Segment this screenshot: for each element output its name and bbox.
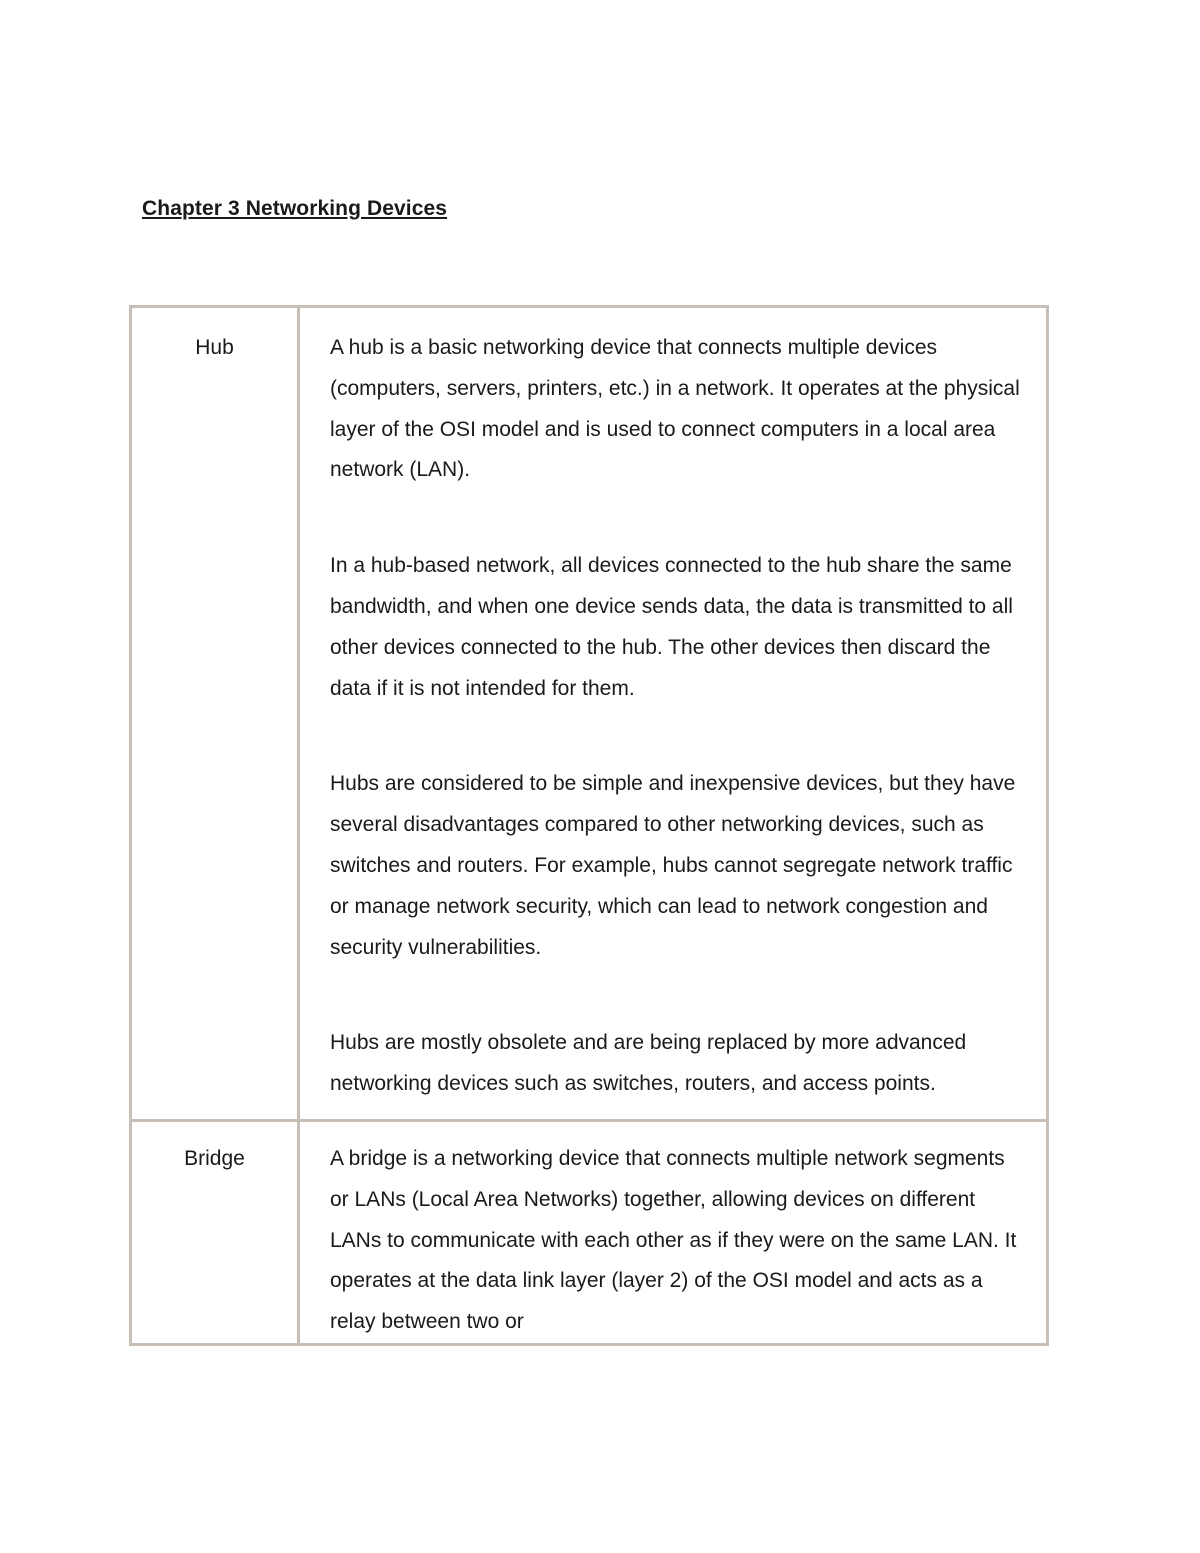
device-name-cell: Hub — [131, 307, 299, 1121]
description-paragraph: Hubs are mostly obsolete and are being replaced by more advanced networking devices such as switches, routers, and access points. — [330, 1031, 967, 1096]
networking-devices-table — [129, 305, 1049, 1346]
device-name-cell: Bridge — [131, 1120, 299, 1344]
description-paragraph: Hubs are considered to be simple and inexpensive devices, but they have several disadvantages compared to other networking devices, such as switches and routers. For example, hubs cannot segregate network traffic or manage network security, which can lead to network congestion and security vulnerabilities. — [330, 772, 1016, 959]
page-title: Chapter 3 Networking Devices — [142, 197, 448, 220]
table-row — [131, 307, 1048, 1121]
device-description-cell — [299, 1120, 1048, 1344]
table-row — [131, 1120, 1048, 1344]
description-paragraph: A hub is a basic networking device that connects multiple devices (computers, servers, printers, etc.) in a network. It operates at the physical layer of the OSI model and is used to connect computers in a local area network (LAN). — [330, 336, 1020, 482]
description-paragraph: In a hub-based network, all devices connected to the hub share the same bandwidth, and when one device sends data, the data is transmitted to all other devices connected to the hub. The other devices then discard the data if it is not intended for them. — [330, 554, 1013, 700]
description-paragraph: A bridge is a networking device that connects multiple network segments or LANs (Local Area Networks) together, allowing devices on different LANs to communicate with each other as if they were on the same LAN. It operates at the data link layer (layer 2) of the OSI model and acts as a relay between two or — [330, 1146, 1017, 1334]
device-description-cell — [299, 307, 1048, 1121]
